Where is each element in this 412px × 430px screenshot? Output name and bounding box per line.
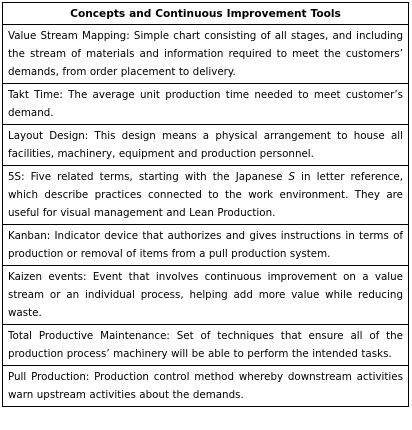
table-cell-total-productive-maintenance: Total Productive Maintenance: Set of techniques that ensure all of the production process’ machinery will be able to perform the intended tasks.: [3, 325, 409, 366]
table-row: [3, 125, 409, 166]
table-row: [3, 166, 409, 225]
table-header: Concepts and Continuous Improvement Tools: [3, 3, 409, 25]
table-row: [3, 366, 409, 407]
concepts-table: [2, 2, 409, 407]
5s-text-start: 5S: Five related terms, starting with the Japanese: [8, 171, 289, 183]
table-row: [3, 266, 409, 325]
table-cell-5s: [3, 166, 409, 225]
table-header-row: [3, 3, 409, 25]
table-cell-takt-time: Takt Time: The average unit production time needed to meet customer’s demand.: [3, 84, 409, 125]
table-row: [3, 225, 409, 266]
table-cell-kaizen-events: Kaizen events: Event that involves continuous improvement on a value stream or an individual process, helping add more value while reducing waste.: [3, 266, 409, 325]
table-cell-value-stream-mapping: Value Stream Mapping: Simple chart consisting of all stages, and including the stream of materials and information required to meet the customers’ demands, from order placement to delivery.: [3, 25, 409, 84]
5s-text-emphasis: S: [288, 171, 296, 183]
table-row: [3, 325, 409, 366]
5s-text-end: in letter reference, which describe practices connected to the work environment. They are useful for visual management and Lean Production.: [8, 171, 403, 219]
table-row: [3, 84, 409, 125]
table-cell-pull-production: Pull Production: Production control method whereby downstream activities warn upstream activities about the demands.: [3, 366, 409, 407]
table-cell-kanban: Kanban: Indicator device that authorizes and gives instructions in terms of production or removal of items from a pull production system.: [3, 225, 409, 266]
table-cell-layout-design: Layout Design: This design means a physical arrangement to house all facilities, machinery, equipment and production personnel.: [3, 125, 409, 166]
table-row: [3, 25, 409, 84]
